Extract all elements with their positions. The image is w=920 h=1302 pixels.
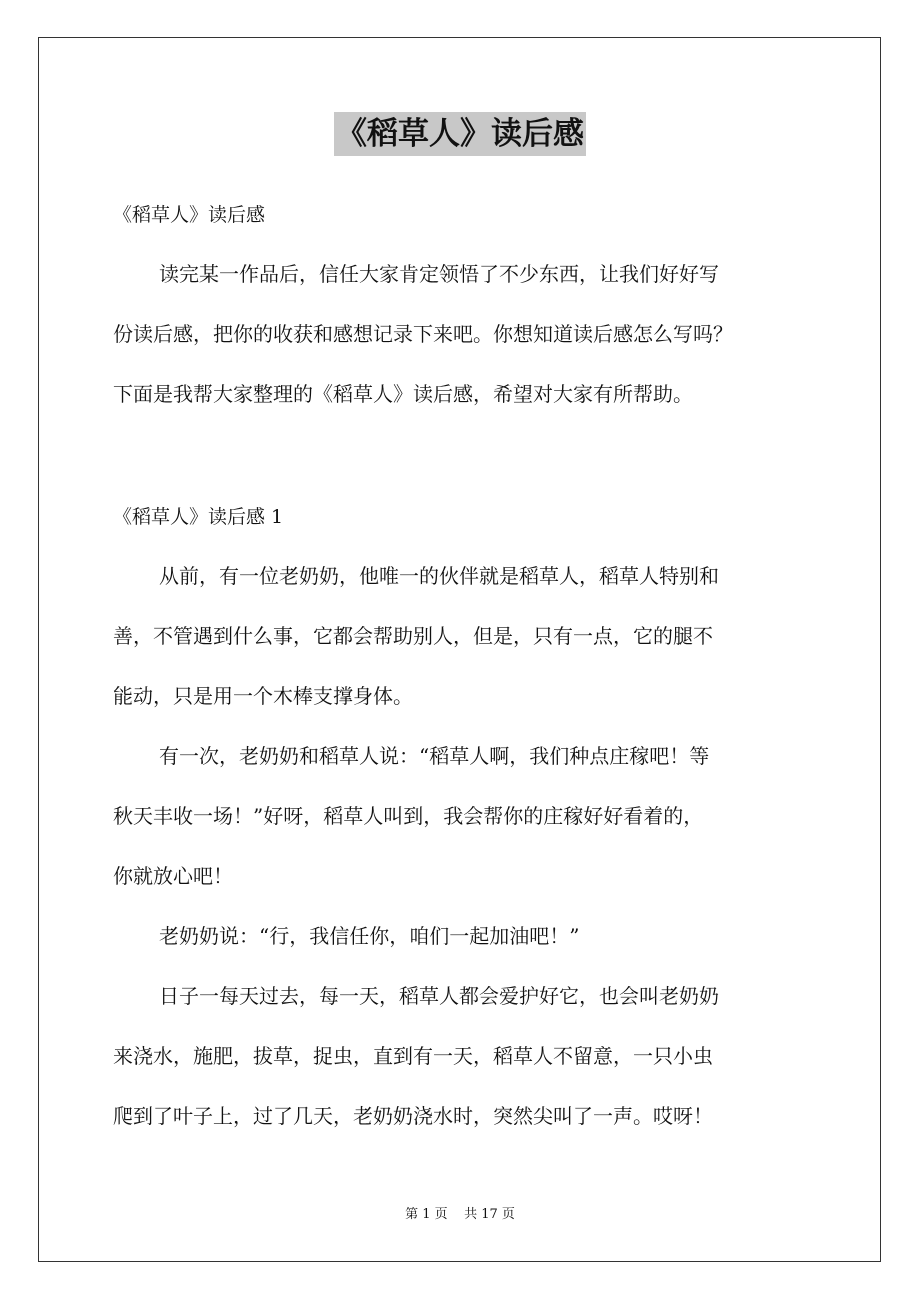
section-paragraph-3 [113,906,813,966]
paragraph-line: 秋天丰收一场！”好呀，稻草人叫到，我会帮你的庄稼好好看着的， [113,804,704,828]
title-wrap [0,112,920,156]
paragraph-line: 善，不管遇到什么事，它都会帮助别人，但是，只有一点，它的腿不 [113,624,713,648]
intro-line: 下面是我帮大家整理的《稻草人》读后感，希望对大家有所帮助。 [113,382,693,406]
paragraph-line: 能动，只是用一个木棒支撑身体。 [113,684,413,708]
paragraph-line: 来浇水，施肥，拔草，捉虫，直到有一天，稻草人不留意，一只小虫 [113,1044,713,1068]
section-paragraph-1 [113,546,813,726]
document-title: 《稻草人》读后感 [334,112,586,156]
page-footer: 第 1 页 共 17 页 [405,1207,515,1222]
section-paragraph-2 [113,726,813,906]
paragraph-line: 你就放心吧！ [113,864,233,888]
section-heading: 《稻草人》读后感 1 [113,506,284,528]
paragraph-line: 老奶奶说：“行，我信任你，咱们一起加油吧！” [159,924,580,948]
paragraph-line: 有一次，老奶奶和稻草人说：“稻草人啊，我们种点庄稼吧！等 [159,744,710,768]
paragraph-line: 日子一每天过去，每一天，稻草人都会爱护好它，也会叫老奶奶 [159,984,719,1008]
paragraph-line: 爬到了叶子上，过了几天，老奶奶浇水时，突然尖叫了一声。哎呀！ [113,1104,713,1128]
section-paragraph-4 [113,966,813,1146]
intro-paragraph [113,244,813,424]
intro-line: 份读后感，把你的收获和感想记录下来吧。你想知道读后感怎么写吗？ [113,322,733,346]
paragraph-line: 从前，有一位老奶奶，他唯一的伙伴就是稻草人，稻草人特别和 [159,564,719,588]
document-subtitle: 《稻草人》读后感 [113,204,266,226]
intro-line: 读完某一作品后，信任大家肯定领悟了不少东西，让我们好好写 [159,262,719,286]
